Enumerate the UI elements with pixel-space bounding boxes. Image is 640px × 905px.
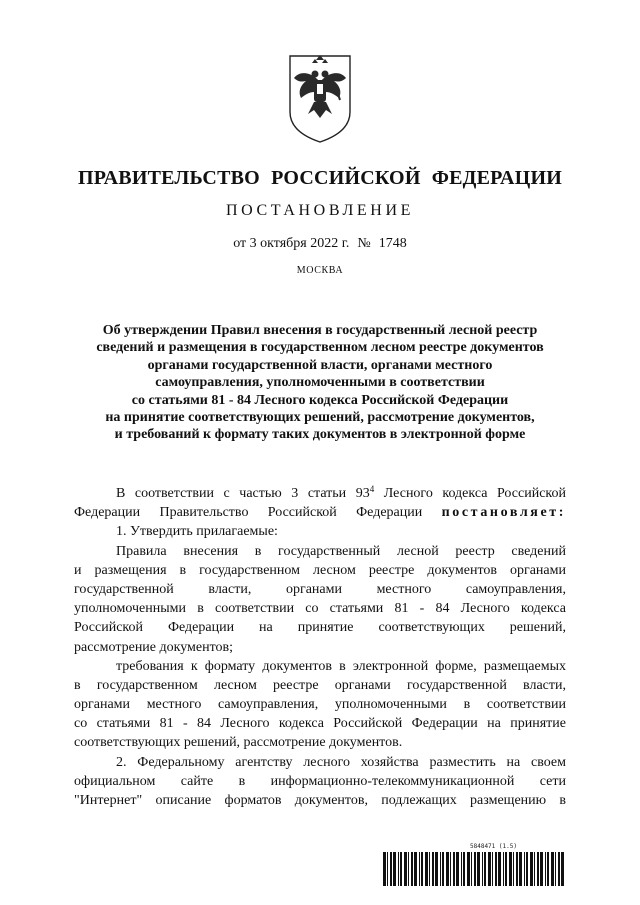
heading-line: на принятие соответствующих решений, рассмотрение документов,	[105, 410, 535, 426]
decree-word: постановляет:	[441, 505, 566, 521]
body-line: рассмотрение документов;	[74, 639, 234, 655]
number-sign: №	[357, 236, 371, 251]
body-line: 2. Федеральному агентству лесного хозяйства разместить на своем	[116, 754, 566, 770]
body-line	[74, 484, 566, 503]
body-line: официальном сайте в информационно-телекоммуникационной сети	[74, 773, 566, 789]
body-line: в государственном лесном реестре органами государственной власти,	[74, 677, 566, 693]
body-text: Лесного кодекса Российской	[374, 486, 566, 501]
heading-line: и требований к формату таких документов в электронной форме	[114, 427, 526, 443]
body-line: "Интернет" описание форматов документов, подлежащих размещению в	[74, 793, 566, 808]
coat-of-arms-icon	[284, 52, 356, 144]
body-line: 1. Утвердить прилагаемые:	[116, 524, 278, 540]
heading-line: самоуправления, уполномоченными в соответствии	[155, 375, 485, 391]
government-title: ПРАВИТЕЛЬСТВО РОССИЙСКОЙ ФЕДЕРАЦИИ	[78, 167, 562, 189]
decree-number: 1748	[378, 236, 407, 251]
body-text: Федерации Правительство Российской Федерации	[74, 505, 442, 521]
date-line	[0, 236, 640, 252]
body-line: Российской Федерации на принятие соответствующих решений,	[74, 620, 566, 636]
body-line: требования к формату документов в электронной форме, размещаемых	[116, 658, 566, 674]
superscript: 4	[369, 484, 375, 494]
body-line	[74, 503, 566, 522]
document-heading	[64, 322, 576, 444]
body-line: органами местного самоуправления, уполномоченными в соответствии	[74, 697, 566, 713]
heading-line: сведений и размещения в государственном лесном реестре документов	[96, 340, 544, 356]
barcode-icon	[383, 852, 565, 886]
body-line: соответствующих решений, рассмотрение документов.	[74, 735, 403, 751]
body-line: со статьями 81 - 84 Лесного кодекса Российской Федерации на принятие	[74, 716, 566, 732]
body-line: Правила внесения в государственный лесной реестр сведений	[116, 543, 566, 559]
barcode-number: 5848471 (1.5)	[470, 843, 517, 850]
body-line: и размещения в государственном лесном реестре документов органами	[74, 562, 566, 578]
heading-line: со статьями 81 - 84 Лесного кодекса Российской Федерации	[131, 392, 509, 408]
document-body	[74, 484, 566, 810]
heading-line: органами государственной власти, органами местного	[147, 357, 493, 373]
city: МОСКВА	[296, 265, 344, 276]
body-line: государственной власти, органами местного самоуправления,	[74, 581, 566, 597]
body-line: уполномоченными в соответствии со статьями 81 - 84 Лесного кодекса	[74, 601, 566, 617]
document-type: ПОСТАНОВЛЕНИЕ	[226, 202, 414, 219]
body-text: В соответствии с частью 3 статьи 93	[116, 486, 370, 501]
decree-date: от 3 октября 2022 г.	[233, 236, 350, 251]
heading-line: Об утверждении Правил внесения в государственный лесной реестр	[102, 323, 538, 338]
